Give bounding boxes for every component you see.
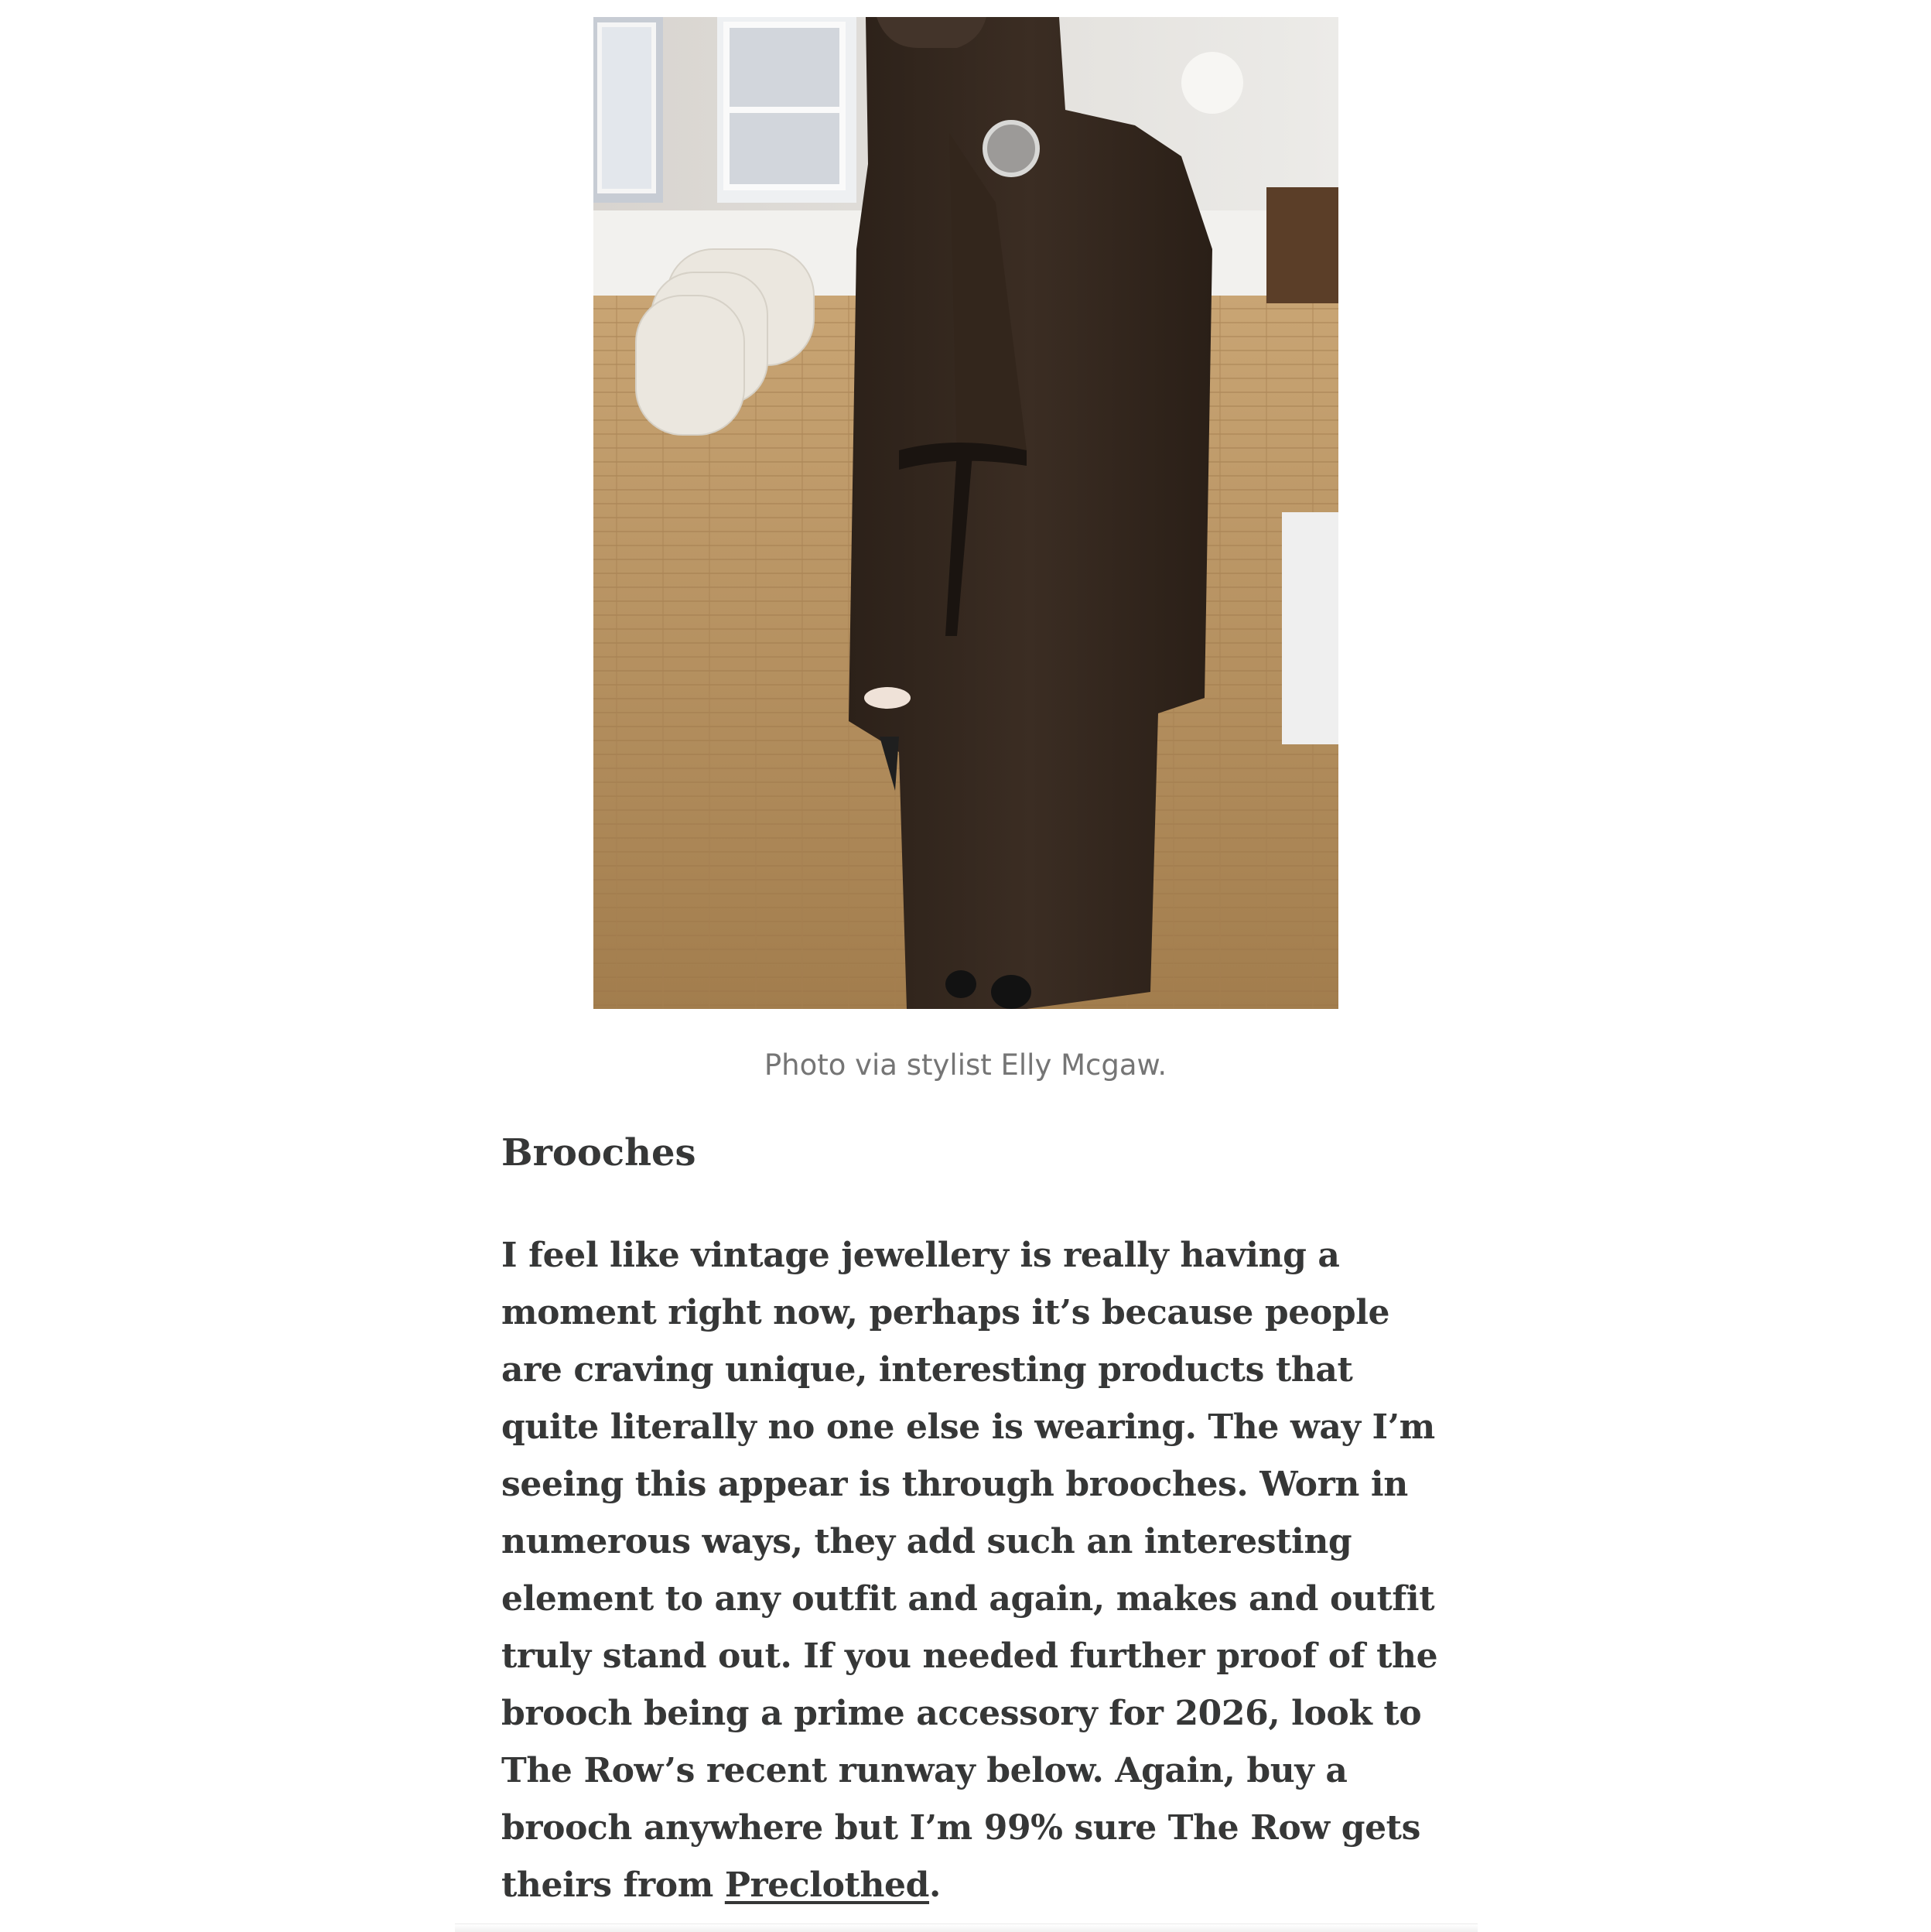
content-card-edge <box>455 1923 1478 1932</box>
paragraph-text: I feel like vintage jewellery is really having a moment right now, perhaps it’s because people are craving unique, interesting products that quite literally no one else is wearing. The way I’m seeing this appear is through brooches. Worn in numerous ways, they add such an interesting element to any outfit and again, makes and outfit truly stand out. If you needed further proof of the brooch being a prime accessory for 2026, look to The Row’s recent runway below. Again, buy a brooch anywhere but I’m 99% sure The Row gets theirs from <box>501 1236 1438 1905</box>
article-section <box>501 1130 1453 1914</box>
paragraph-end: . <box>929 1865 941 1905</box>
photo-illustration <box>593 17 1338 1009</box>
preclothed-link[interactable]: Preclothed <box>724 1865 930 1905</box>
section-heading: Brooches <box>501 1131 696 1175</box>
body-paragraph <box>501 1227 1453 1914</box>
photo-caption: Photo via stylist Elly Mcgaw. <box>764 1048 1167 1082</box>
article-photo[interactable] <box>593 17 1338 1009</box>
